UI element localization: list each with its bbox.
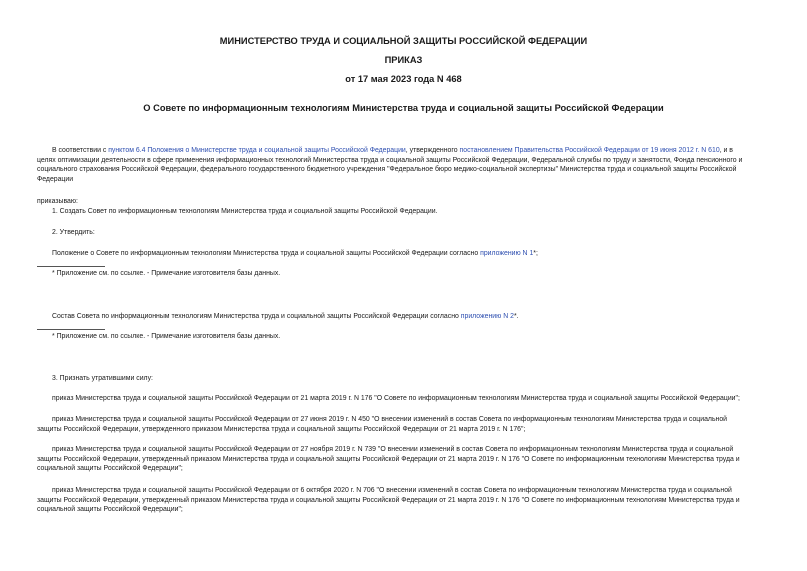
link-government-decree[interactable]: постановлением Правительства Российской Федерации от 19 июня 2012 г. N 610	[459, 147, 720, 154]
preamble-line-3: социального страхования Российской Федерации, федерального государственного бюджетного учреждения "Федеральное бюро медико-социальной экспертизы" Министерства труда и социальной защиты Российской	[37, 166, 737, 173]
repealed-order-2-line-1: приказ Министерства труда и социальной защиты Российской Федерации от 27 июня 2019 г. N 450 "О внесении изменений в состав Совета по информационным технологиям Министерства труда и социальной	[52, 416, 728, 423]
repealed-order-3-line-3: социальной защиты Российской Федерации";	[37, 465, 183, 472]
order-word: приказываю:	[37, 198, 78, 205]
preamble-line-1	[52, 146, 733, 156]
clause-3: 3. Признать утратившими силу:	[52, 375, 153, 382]
document-type: ПРИКАЗ	[384, 54, 423, 65]
approve-composition-text: Состав Совета по информационным технологиям Министерства труда и социальной защиты Российской Федерации согласно	[52, 313, 461, 320]
link-appendix-2[interactable]: приложению N 2	[460, 313, 514, 320]
approve-composition-tail: *.	[513, 313, 519, 320]
preamble-mid: , утвержденного	[405, 147, 460, 154]
preamble-line-4: Федерации	[37, 175, 74, 183]
footnote-divider	[37, 329, 105, 330]
date-and-number: от 17 мая 2023 года N 468	[345, 73, 462, 84]
approve-regulation-tail: *;	[533, 250, 538, 257]
clause-1: 1. Создать Совет по информационным технологиям Министерства труда и социальной защиты Российской Федерации.	[52, 207, 438, 215]
preamble-tail: , и в	[719, 147, 733, 154]
repealed-order-4-line-3: социальной защиты Российской Федерации";	[37, 506, 183, 513]
repealed-order-2-line-2: защиты Российской Федерации, утвержденного приказом Министерства труда и социальной защиты Российской Федерации от 21 марта 2019 г. N 176";	[37, 425, 526, 433]
approve-regulation-text: Положение о Совете по информационным технологиям Министерства труда и социальной защиты Российской Федерации согласно	[52, 250, 481, 257]
clause-2: 2. Утвердить:	[52, 229, 95, 236]
preamble-line-2: целях оптимизации деятельности в сфере применения информационных технологий Министерства труда и социальной защиты Российской Федерации, Федеральной службы по труду и занятости, Фонда пенсионного и	[37, 156, 743, 164]
repealed-order-4-line-2: защиты Российской Федерации, утвержденный приказом Министерства труда и социальной защиты Российской Федерации от 21 марта 2019 г. N 176 "О Совете по информационным технологиям Министерства труда и	[37, 496, 740, 504]
approve-regulation	[52, 249, 538, 259]
footnote-2: * Приложение см. по ссылке. - Примечание изготовителя базы данных.	[52, 333, 281, 340]
document-title: О Совете по информационным технологиям Министерства труда и социальной защиты Российской Федерации	[143, 102, 664, 113]
preamble-lead: В соответствии с	[52, 147, 109, 154]
link-regulation-clause[interactable]: пунктом 6.4 Положения о Министерстве труда и социальной защиты Российской Федерации	[108, 147, 406, 154]
link-appendix-1[interactable]: приложению N 1	[480, 250, 534, 257]
repealed-order-3-line-2: защиты Российской Федерации, утвержденный приказом Министерства труда и социальной защиты Российской Федерации от 21 марта 2019 г. N 176 "О Совете по информационным технологиям Министерства труда и	[37, 455, 740, 463]
repealed-order-4-line-1: приказ Министерства труда и социальной защиты Российской Федерации от 6 октября 2020 г. N 706 "О внесении изменений в состав Совета по информационным технологиям Министерства труда и социальной	[52, 487, 732, 494]
approve-composition	[52, 312, 519, 322]
repealed-order-1: приказ Министерства труда и социальной защиты Российской Федерации от 21 марта 2019 г. N 176 "О Совете по информационным технологиям Министерства труда и социальной защиты Российской Федерации";	[52, 395, 740, 402]
repealed-order-3-line-1: приказ Министерства труда и социальной защиты Российской Федерации от 27 ноября 2019 г. N 739 "О внесении изменений в состав Совета по информационным технологиям Министерства труда и социальной	[52, 446, 734, 453]
footnote-divider	[37, 266, 105, 267]
ministry-heading: МИНИСТЕРСТВО ТРУДА И СОЦИАЛЬНОЙ ЗАЩИТЫ РОССИЙСКОЙ ФЕДЕРАЦИИ	[219, 35, 588, 46]
footnote-1: * Приложение см. по ссылке. - Примечание изготовителя базы данных.	[52, 270, 281, 277]
